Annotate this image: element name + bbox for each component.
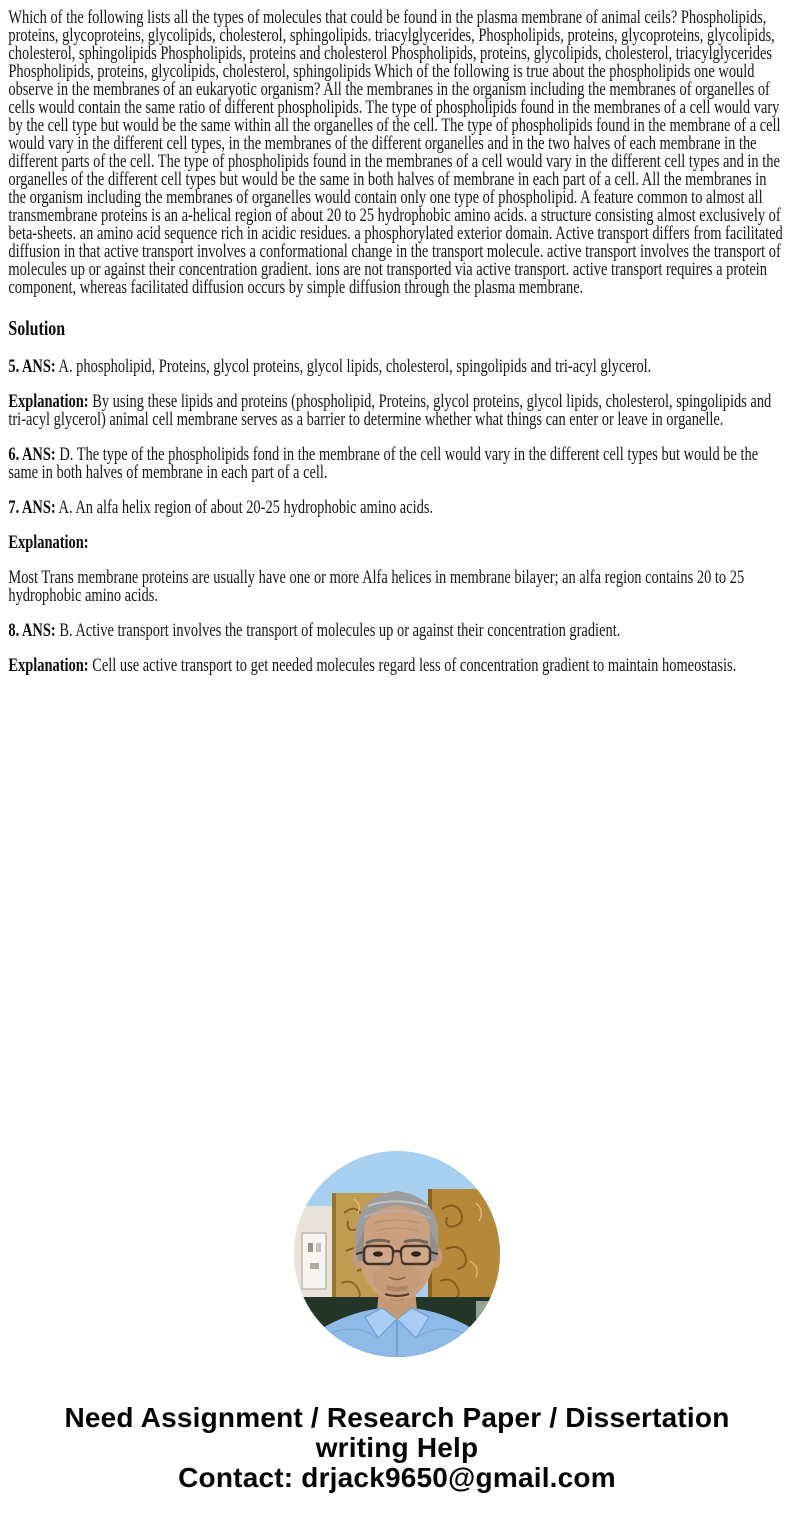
answer-7-text: A. An alfa helix region of about 20-25 hydrophobic amino acids. [55, 497, 434, 518]
explanation-7-body [8, 569, 785, 605]
explanation-7-label: Explanation: [8, 532, 89, 553]
explanation-8-text: Cell use active transport to get needed molecules regard less of concentration gradient to maintain homeostasis. [88, 655, 737, 676]
answer-8-text: B. Active transport involves the transport of molecules up or against their concentration gradient. [55, 620, 621, 641]
answer-8 [8, 622, 785, 640]
explanation-8 [8, 657, 785, 675]
portrait-illustration [294, 1151, 500, 1357]
explanation-7-heading [8, 534, 785, 552]
question-paragraph: Which of the following lists all the types of molecules that could be found in the plasma membrane of animal ceils? Phospholipids, proteins, glycoproteins, glycolipids, cholesterol, sphingolipids. triacylglycerides, Phospholipids, proteins, glycoproteins, glycolipids, cholesterol, sphingolipids Phospholipids, proteins and cholesterol Phospholipids, proteins, glycolipids, cholesterol, triacylglycerides Phospholipids, proteins, glycolipids, cholesterol, sphingolipids Which of the following is true about the phospholipids one would observe in the membranes of an eukaryotic organism? All the membranes in the organism including the membranes of organelles of cells would contain the same ratio of different phospholipids. The type of phospholipids found in the membranes of a cell would vary by the cell type but would be the same within all the organelles of the cell. The type of phospholipids found in the membrane of a cell would vary in the different cell types, in the membranes of the different organelles and in the two halves of each membrane in the different parts of the cell. The type of phospholipids found in the membranes of a cell would vary in the different cell types and in the organelles of the different cell types but would be the same in both halves of membrane in each part of a cell. All the membranes in the organism including the membranes of organelles would contain only one type of phospholipid. A feature common to almost all transmembrane proteins is an a-helical region of about 20 to 25 hydrophobic amino acids. a structure consisting almost exclusively of beta-sheets. an amino acid sequence rich in acidic residues. a phosphorylated exterior domain. Active transport differs from facilitated diffusion in that active transport involves a conformational change in the transport molecule. active transport involves the transport of molecules up or against their concentration gradient. ions are not transported via active transport. active transport requires a protein component, whereas facilitated diffusion occurs by simple diffusion through the plasma membrane. [8, 7, 783, 298]
answer-6-text: D. The type of the phospholipids fond in the membrane of the cell would vary in the different cell types but would be the same in both halves of membrane in each part of a cell. [8, 444, 759, 483]
solution-heading: Solution [8, 316, 66, 340]
answer-5-text: A. phospholipid, Proteins, glycol proteins, glycol lipids, cholesterol, spingolipids and tri-acyl glycerol. [55, 356, 652, 377]
footer-line-3: Contact: drjack9650@gmail.com [178, 1462, 616, 1493]
answer-7 [8, 499, 785, 517]
footer-line-2: writing Help [315, 1432, 479, 1463]
document-text [0, 0, 794, 692]
footer-banner [0, 1403, 794, 1493]
explanation-5 [8, 393, 785, 429]
answer-6 [8, 446, 785, 482]
explanation-7-body-text: Most Trans membrane proteins are usually have one or more Alfa helices in membrane bilayer; an alfa region contains 20 to 25 hydrophobic amino acids. [8, 567, 745, 606]
explanation-8-label: Explanation: [8, 655, 89, 676]
answer-5-label: 5. ANS: [8, 356, 56, 377]
answer-8-label: 8. ANS: [8, 620, 56, 641]
answer-7-label: 7. ANS: [8, 497, 56, 518]
answer-5 [8, 358, 785, 376]
explanation-5-text: By using these lipids and proteins (phospholipid, Proteins, glycol proteins, glycol lipids, cholesterol, spingolipids and tri-acyl glycerol) animal cell membrane serves as a barrier to determine whether what things can enter or leave in organelle. [8, 391, 772, 430]
footer-line-1: Need Assignment / Research Paper / Dissertation [64, 1402, 730, 1433]
explanation-5-label: Explanation: [8, 391, 89, 412]
tutor-photo [294, 1151, 500, 1357]
answer-6-label: 6. ANS: [8, 444, 56, 465]
